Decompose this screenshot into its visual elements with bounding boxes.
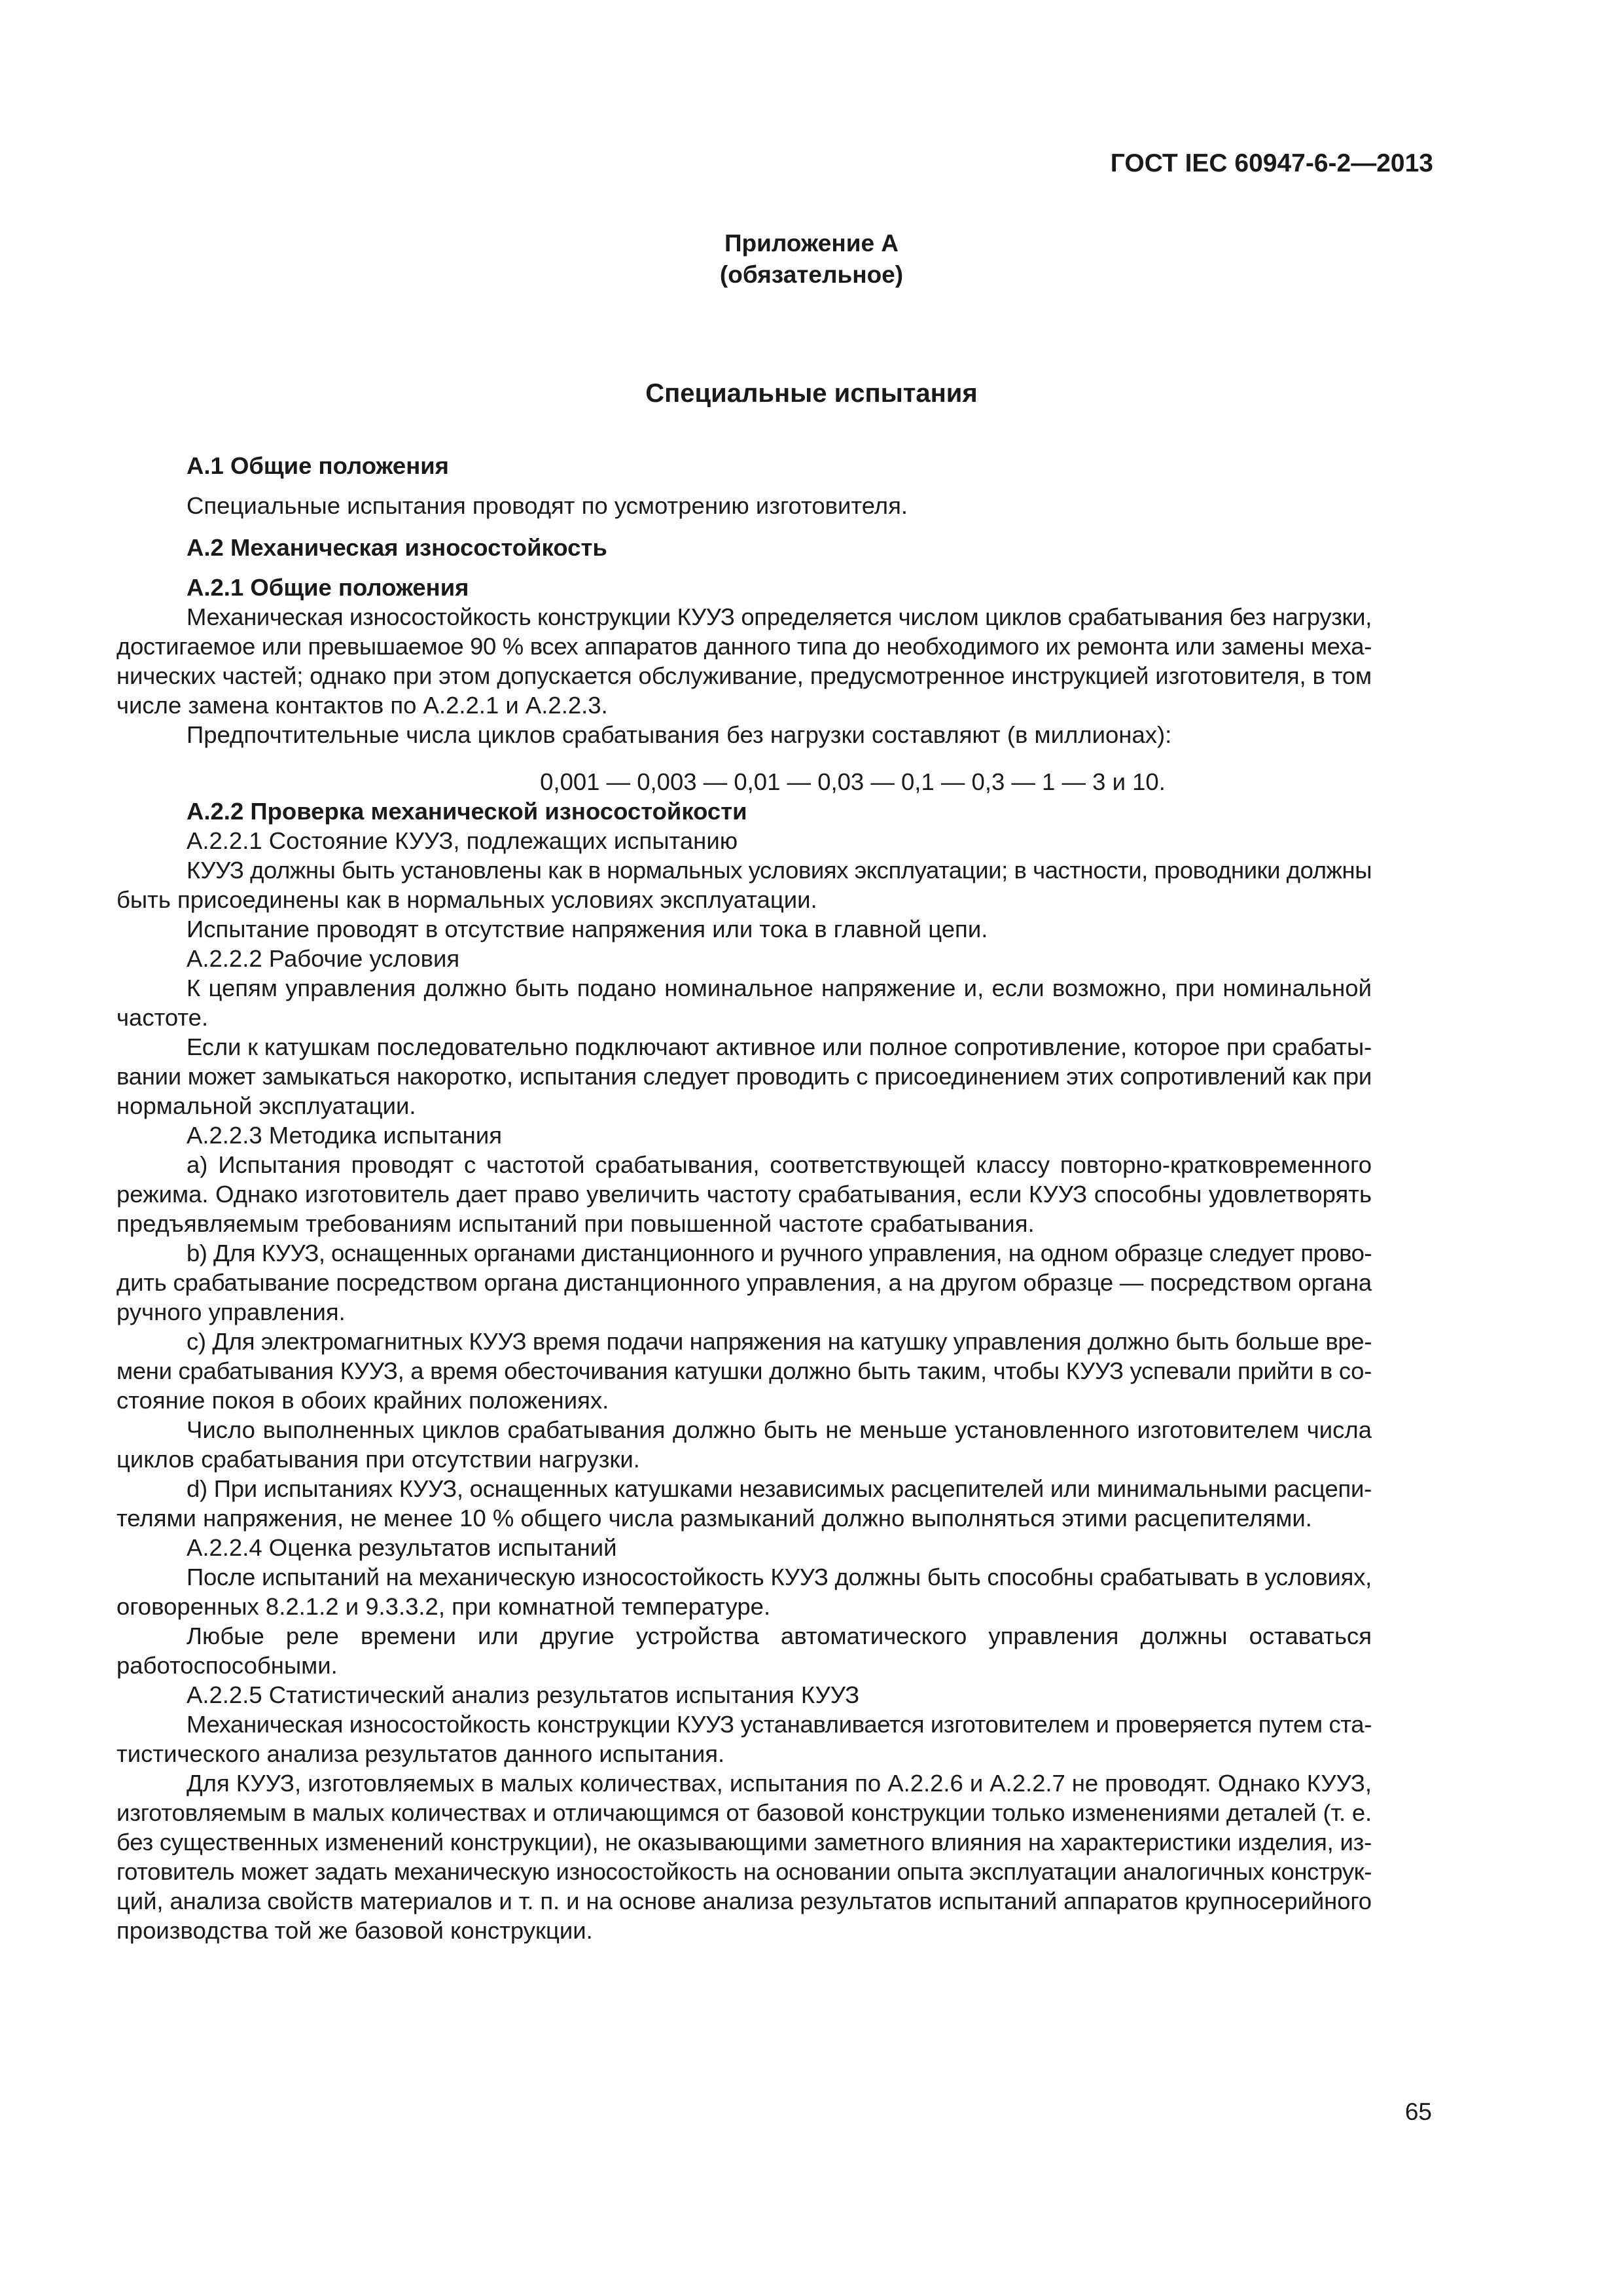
paragraph xyxy=(116,1533,1442,1562)
paragraph-line: телями напряжения, не менее 10 % общего числа размыканий должно выполняться этими расцепителями. xyxy=(116,1505,1312,1532)
paragraph-line: нических частей; однако при этом допускается обслуживание, предусмотренное инструкцией изготовителя, в том xyxy=(116,662,1372,689)
formula-line: 0,001 — 0,003 — 0,01 — 0,03 — 0,1 — 0,3 — 1 — 3 и 10. xyxy=(540,768,1166,795)
paragraph-line: предъявляемым требованиям испытаний при повышенной частоте срабатывания. xyxy=(116,1210,1035,1237)
appendix-title: Приложение А xyxy=(724,230,899,257)
paragraph-line: c) Для электромагнитных КУУЗ время подачи напряжения на катушку управления должно быть больше вре- xyxy=(187,1328,1372,1355)
paragraph-line: оговоренных 8.2.1.2 и 9.3.3.2, при комнатной температуре. xyxy=(116,1593,771,1620)
paragraph-line: Любые реле времени или другие устройства автоматического управления должны оставаться xyxy=(187,1623,1372,1649)
paragraph-line: ручного управления. xyxy=(116,1299,346,1325)
paragraph-line: К цепям управления должно быть подано номинальное напряжение и, если возможно, при номинальной xyxy=(187,975,1372,1001)
paragraph-line: Если к катушкам последовательно подключают активное или полное сопротивление, которое при срабаты- xyxy=(187,1033,1372,1060)
paragraph xyxy=(116,1121,1442,1150)
paragraph-line: А.2.2.2 Рабочие условия xyxy=(187,945,460,972)
paragraph-line: Предпочтительные числа циклов срабатывания без нагрузки составляют (в миллионах): xyxy=(187,721,1172,748)
paragraph-line: частоте. xyxy=(116,1004,209,1031)
paragraph-line: циклов срабатывания при отсутствии нагрузки. xyxy=(116,1446,640,1473)
paragraph xyxy=(116,1562,1442,1621)
paragraph xyxy=(116,1474,1442,1533)
paragraph xyxy=(116,1327,1442,1415)
paragraph-line: b) Для КУУЗ, оснащенных органами дистанционного и ручного управления, на одном образце следует прово- xyxy=(187,1240,1372,1266)
section-heading: А.1 Общие положения xyxy=(187,452,449,479)
paragraph xyxy=(116,855,1442,914)
paragraph xyxy=(116,826,1442,855)
appendix-heading xyxy=(0,228,1623,291)
paragraph-line: производства той же базовой конструкции. xyxy=(116,1917,593,1944)
paragraph xyxy=(116,914,1442,944)
paragraph-line: Специальные испытания проводят по усмотрению изготовителя. xyxy=(187,492,908,519)
paragraph-line: достигаемое или превышаемое 90 % всех аппаратов данного типа до необходимого их ремонта или замены меха- xyxy=(116,633,1372,660)
paragraph-line: А.2.2.3 Методика испытания xyxy=(187,1122,502,1149)
document-body xyxy=(116,451,1442,1945)
section-heading: А.2 Механическая износостойкость xyxy=(187,534,607,561)
paragraph-line: После испытаний на механическую износостойкость КУУЗ должны быть способны срабатывать в условиях, xyxy=(187,1564,1372,1590)
paragraph-line: А.2.2.5 Статистический анализ результатов испытания КУУЗ xyxy=(187,1681,860,1708)
paragraph-line: Механическая износостойкость конструкции КУУЗ определяется числом циклов срабатывания без нагрузки, xyxy=(187,603,1372,630)
paragraph-line: числе замена контактов по А.2.2.1 и А.2.2.3. xyxy=(116,692,608,719)
paragraph-line: а) Испытания проводят с частотой срабатывания, соответствующей классу повторно-кратковременного xyxy=(187,1151,1372,1178)
paragraph-line: Механическая износостойкость конструкции КУУЗ устанавливается изготовителем и проверяется путем ста- xyxy=(187,1711,1372,1738)
paragraph xyxy=(116,602,1442,720)
paragraph-line: без существенных изменений конструкции), не оказывающими заметного влияния на характеристики изделия, из- xyxy=(116,1829,1372,1856)
paragraph-line: тистического анализа результатов данного испытания. xyxy=(116,1740,725,1767)
section-heading: А.2.1 Общие положения xyxy=(187,574,469,601)
paragraph-line: дить срабатывание посредством органа дистанционного управления, а на другом образце — посредством органа xyxy=(116,1269,1372,1296)
paragraph xyxy=(116,1238,1442,1327)
appendix-status: (обязательное) xyxy=(719,261,904,288)
document-code: ГОСТ IEC 60947-6-2—2013 xyxy=(1110,149,1433,177)
paragraph xyxy=(116,1032,1442,1121)
paragraph xyxy=(116,720,1442,749)
paragraph-line: режима. Однако изготовитель дает право увеличить частоту срабатывания, если КУУЗ способны удовлетворять xyxy=(116,1181,1372,1208)
paragraph-line: Испытание проводят в отсутствие напряжения или тока в главной цепи. xyxy=(187,916,988,942)
paragraph-line: Для КУУЗ, изготовляемых в малых количествах, испытания по А.2.2.6 и А.2.2.7 не проводят. Однако КУУЗ, xyxy=(187,1770,1372,1797)
paragraph xyxy=(116,944,1442,973)
paragraph-line: ций, анализа свойств материалов и т. п. и на основе анализа результатов испытаний аппаратов крупносерийного xyxy=(116,1888,1372,1914)
paragraph xyxy=(116,1150,1442,1238)
paragraph-line: вании может замыкаться накоротко, испытания следует проводить с присоединением этих сопротивлений как при xyxy=(116,1063,1372,1090)
paragraph-line: d) При испытаниях КУУЗ, оснащенных катушками независимых расцепителей или минимальными расцепи- xyxy=(187,1475,1372,1502)
paragraph xyxy=(116,1710,1442,1768)
paragraph-line: нормальной эксплуатации. xyxy=(116,1092,416,1119)
paragraph xyxy=(116,1415,1442,1474)
paragraph-line: КУУЗ должны быть установлены как в нормальных условиях эксплуатации; в частности, проводники должны xyxy=(187,857,1372,884)
section-heading: А.2.2 Проверка механической износостойкости xyxy=(187,798,747,825)
paragraph xyxy=(116,1680,1442,1710)
paragraph xyxy=(116,1621,1442,1680)
paragraph-line: работоспособными. xyxy=(116,1652,338,1679)
page-number: 65 xyxy=(1404,2098,1432,2125)
paragraph-line: готовитель может задать механическую износостойкость на основании опыта эксплуатации аналогичных конструк- xyxy=(116,1858,1372,1885)
paragraph-line: Число выполненных циклов срабатывания должно быть не меньше установленного изготовителем числа xyxy=(187,1416,1372,1443)
paragraph-line: мени срабатывания КУУЗ, а время обесточивания катушки должно быть таким, чтобы КУУЗ успевали прийти в со- xyxy=(116,1357,1372,1384)
paragraph-line: быть присоединены как в нормальных условиях эксплуатации. xyxy=(116,886,817,913)
paragraph-line: изготовляемым в малых количествах и отличающимся от базовой конструкции только изменениями деталей (т. е. xyxy=(116,1799,1372,1826)
paragraph-line: А.2.2.1 Состояние КУУЗ, подлежащих испытанию xyxy=(187,827,738,854)
page-title: Специальные испытания xyxy=(645,379,978,408)
paragraph xyxy=(116,1768,1442,1945)
paragraph-line: А.2.2.4 Оценка результатов испытаний xyxy=(187,1534,617,1561)
paragraph-line: стояние покоя в обоих крайних положениях. xyxy=(116,1387,609,1414)
paragraph xyxy=(116,491,1442,520)
paragraph xyxy=(116,973,1442,1032)
